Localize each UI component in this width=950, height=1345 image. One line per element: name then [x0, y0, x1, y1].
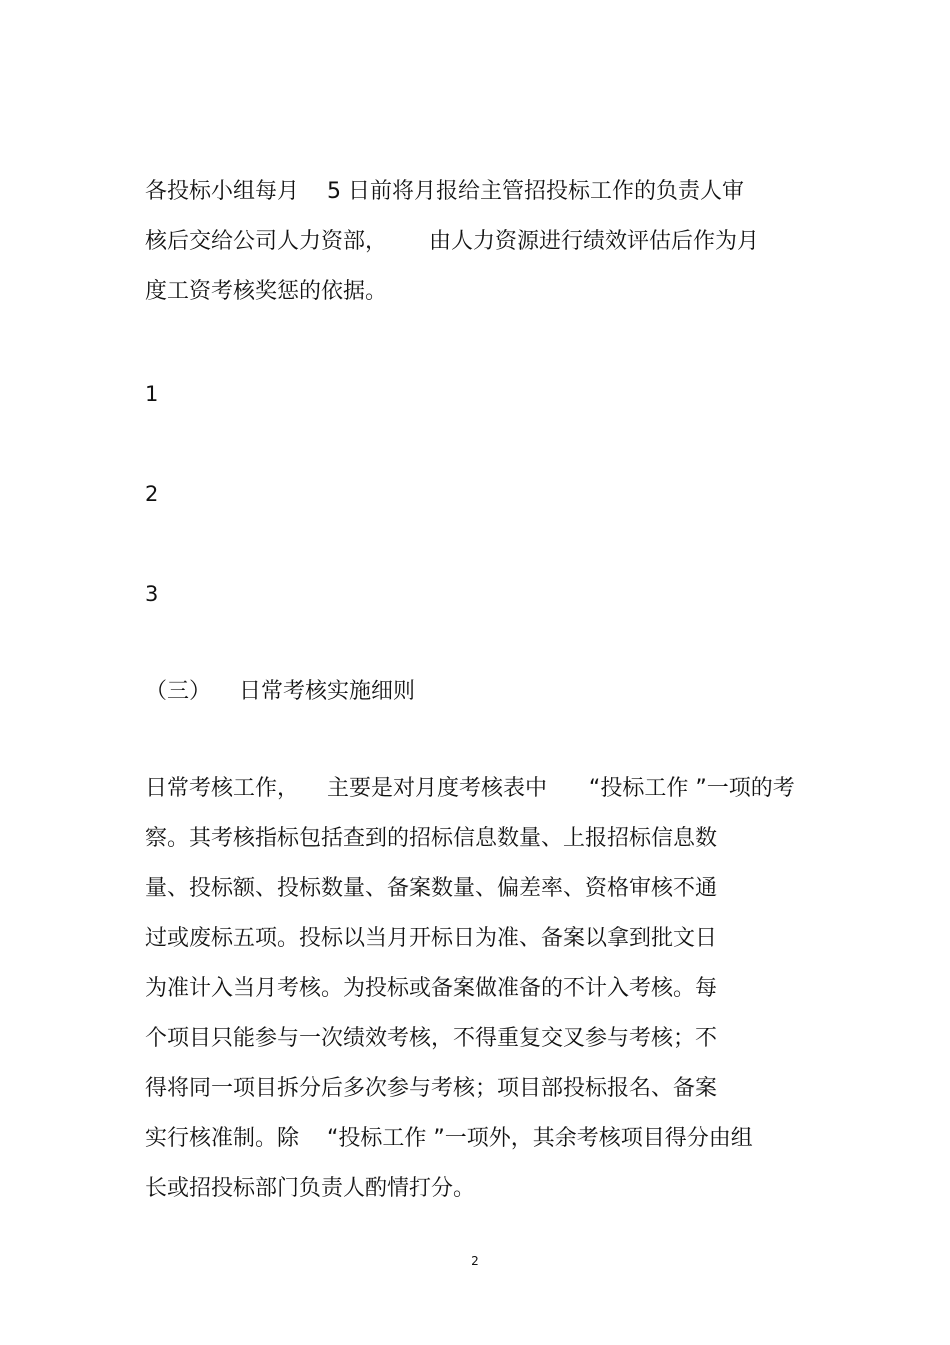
- list-number-2: 2: [145, 482, 159, 506]
- paragraph2-line-4: 过或废标五项。投标以当月开标日为准、备案以拿到批文日: [145, 926, 718, 951]
- paragraph2-line-6: 个项目只能参与一次绩效考核，不得重复交叉参与考核；不: [145, 1026, 718, 1051]
- paragraph1-line-2: 核后交给公司人力资部， 由人力资源进行绩效评估后作为月: [145, 229, 759, 254]
- paragraph2-line-8: 实行核准制。除 “投标工作 ”一项外，其余考核项目得分由组: [145, 1126, 753, 1151]
- paragraph2-line-7: 得将同一项目拆分后多次参与考核；项目部投标报名、备案: [145, 1076, 718, 1101]
- paragraph2-line-2: 察。其考核指标包括查到的招标信息数量、上报招标信息数: [145, 826, 718, 851]
- section-heading: （三） 日常考核实施细则: [145, 679, 415, 704]
- paragraph1-line-1: 各投标小组每月 5 日前将月报给主管招投标工作的负责人审: [145, 179, 744, 204]
- paragraph2-line-9: 长或招投标部门负责人酌情打分。: [145, 1176, 476, 1201]
- list-number-3: 3: [145, 582, 159, 606]
- list-number-1: 1: [145, 382, 159, 406]
- paragraph1-line-3: 度工资考核奖惩的依据。: [145, 279, 388, 304]
- paragraph2-line-3: 量、投标额、投标数量、备案数量、偏差率、资格审核不通: [145, 876, 718, 901]
- page-number: 2: [471, 1254, 479, 1268]
- paragraph2-line-1: 日常考核工作， 主要是对月度考核表中 “投标工作 ”一项的考: [145, 776, 795, 801]
- paragraph2-line-5: 为准计入当月考核。为投标或备案做准备的不计入考核。每: [145, 976, 718, 1001]
